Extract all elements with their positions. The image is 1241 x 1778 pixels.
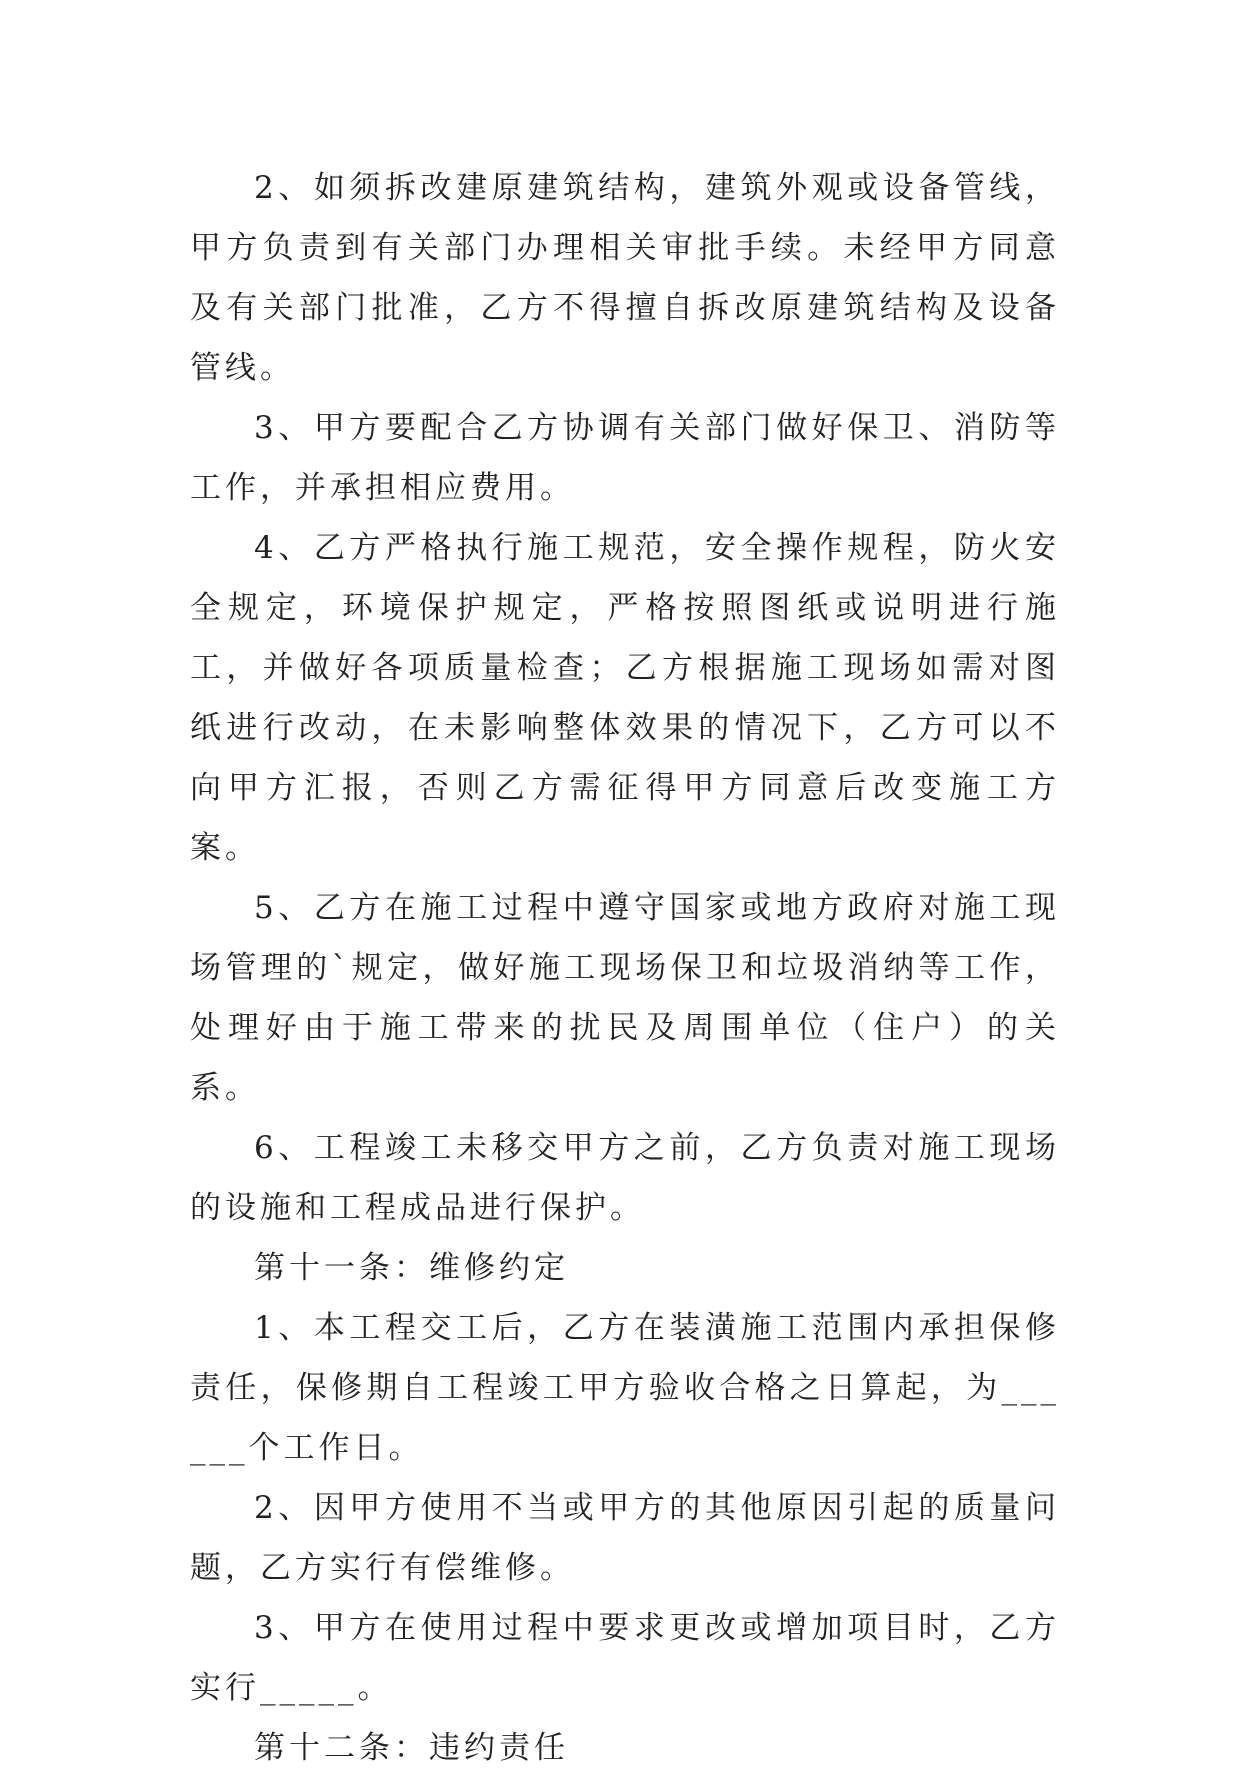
paragraph-item-4: 4、乙方严格执行施工规范，安全操作规程，防火安全规定，环境保护规定，严格按照图纸或说明进行施工，并做好各项质量检查；乙方根据施工现场如需对图纸进行改动，在未影响整体效果的情况下，乙方可以不向甲方汇报，否则乙方需征得甲方同意后改变施工方案。 (190, 530, 1060, 866)
paragraph-item-maintenance-3: 3、甲方在使用过程中要求更改或增加项目时，乙方实行_____。 (190, 1610, 1060, 1706)
section-heading-article-11: 第十一条：维修约定 (254, 1250, 569, 1286)
paragraph-item-3: 3、甲方要配合乙方协调有关部门做好保卫、消防等工作，并承担相应费用。 (190, 410, 1060, 506)
section-heading-article-12: 第十二条：违约责任 (254, 1730, 569, 1766)
paragraph-item-maintenance-1: 1、本工程交工后，乙方在装潢施工范围内承担保修责任，保修期自工程竣工甲方验收合格之日算起，为______个工作日。 (190, 1310, 1060, 1466)
document-body (190, 158, 1060, 1778)
paragraph-item-5: 5、乙方在施工过程中遵守国家或地方政府对施工现场管理的`规定，做好施工现场保卫和垃圾消纳等工作，处理好由于施工带来的扰民及周围单位（住户）的关系。 (190, 890, 1060, 1106)
paragraph-item-maintenance-2: 2、因甲方使用不当或甲方的其他原因引起的质量问题，乙方实行有偿维修。 (190, 1490, 1060, 1586)
paragraph-item-2: 2、如须拆改建原建筑结构，建筑外观或设备管线，甲方负责到有关部门办理相关审批手续。未经甲方同意及有关部门批准，乙方不得擅自拆改原建筑结构及设备管线。 (190, 170, 1060, 386)
paragraph-item-6: 6、工程竣工未移交甲方之前，乙方负责对施工现场的设施和工程成品进行保护。 (190, 1130, 1060, 1226)
